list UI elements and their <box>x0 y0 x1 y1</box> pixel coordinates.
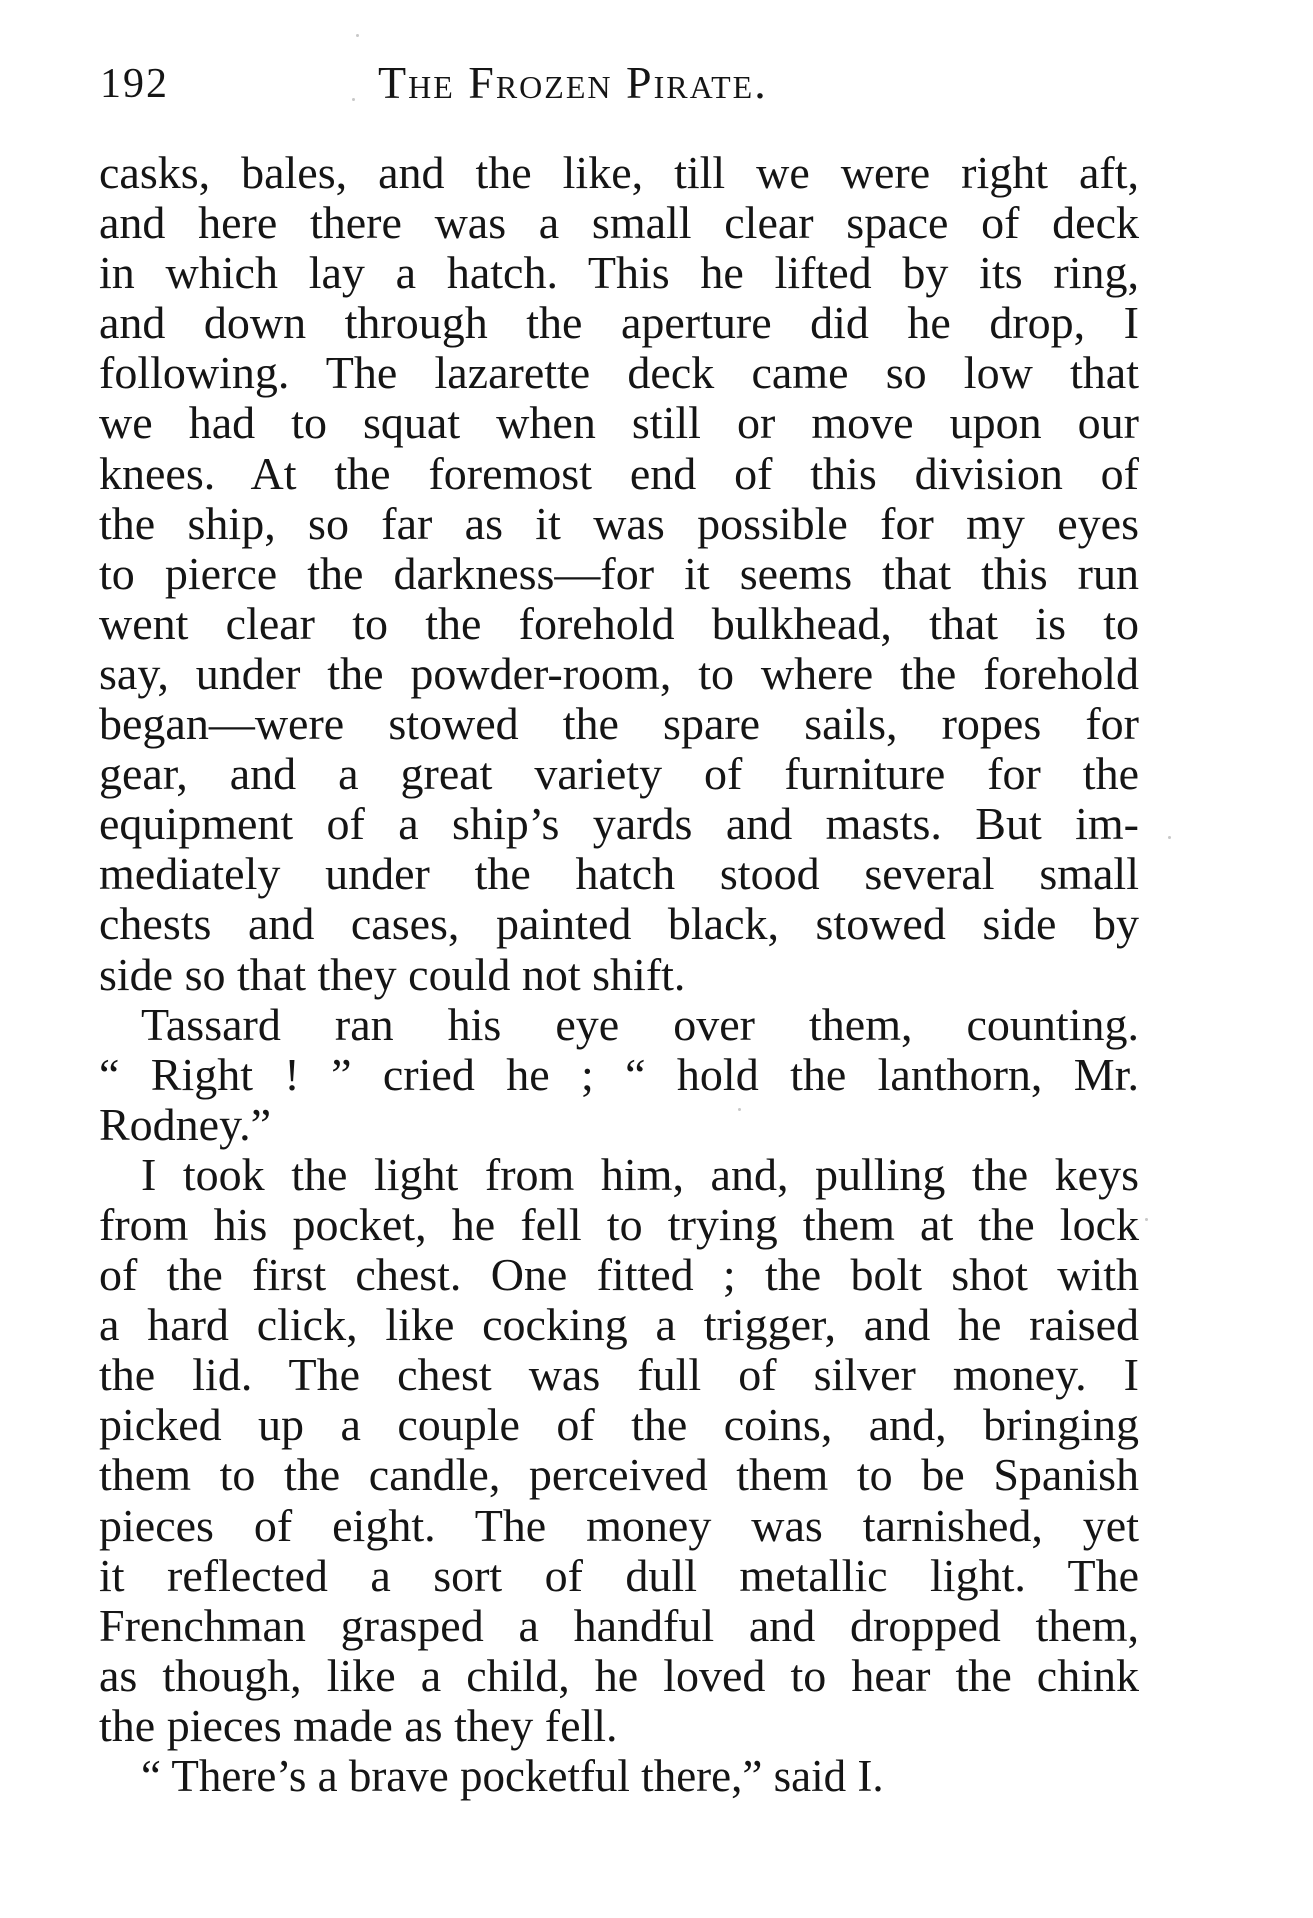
paragraph-end-line: Rodney.” <box>99 1098 272 1150</box>
paragraph-end-line: the pieces made as they fell. <box>99 1699 618 1751</box>
text-line: equipment of a ship’s yards and masts. But im- <box>99 798 1139 850</box>
text-line: casks, bales, and the like, till we were right aft, <box>99 147 1139 198</box>
text-line: Frenchman grasped a handful and dropped them, <box>99 1599 1139 1651</box>
text-line: mediately under the hatch stood several small <box>99 848 1139 900</box>
text-line: them to the candle, perceived them to be Spanish <box>99 1449 1139 1501</box>
text-line: and down through the aperture did he drop, I <box>99 297 1139 349</box>
text-line: began—were stowed the spare sails, ropes for <box>99 698 1139 750</box>
book-title: The Frozen Pirate. <box>378 57 768 108</box>
text-line: following. The lazarette deck came so low that <box>99 347 1139 399</box>
text-line: “ Right ! ” cried he ; “ hold the lanthorn, Mr. <box>99 1048 1139 1100</box>
paper-speck <box>738 1108 741 1111</box>
paragraph-start-line: Tassard ran his eye over them, counting. <box>141 998 1139 1050</box>
text-line: from his pocket, he fell to trying them at the lock <box>99 1198 1139 1250</box>
text-line: gear, and a great variety of furniture for the <box>99 748 1139 800</box>
paper-speck <box>356 34 359 37</box>
text-line: say, under the powder-room, to where the forehold <box>99 647 1139 699</box>
text-line: the ship, so far as it was possible for my eyes <box>99 497 1139 549</box>
paragraph-start-line: I took the light from him, and, pulling the keys <box>141 1148 1139 1200</box>
text-line: pieces of eight. The money was tarnished, yet <box>99 1499 1139 1551</box>
text-line: chests and cases, painted black, stowed side by <box>99 898 1139 950</box>
text-line: knees. At the foremost end of this division of <box>99 447 1139 499</box>
text-line: of the first chest. One fitted ; the bolt shot with <box>99 1249 1139 1301</box>
text-line: and here there was a small clear space of deck <box>99 197 1139 249</box>
text-line: to pierce the darkness—for it seems that this run <box>99 547 1139 599</box>
paper-speck <box>1168 836 1171 839</box>
text-line: we had to squat when still or move upon our <box>99 397 1139 449</box>
paper-speck <box>352 98 355 101</box>
running-head <box>100 52 1160 112</box>
text-line: as though, like a child, he loved to hear the chink <box>99 1649 1139 1701</box>
text-line: the lid. The chest was full of silver money. I <box>99 1349 1139 1401</box>
paper-speck <box>1145 1218 1148 1221</box>
page-number: 192 <box>100 61 169 107</box>
paragraph-end-line: side so that they could not shift. <box>99 948 686 1000</box>
text-line: went clear to the forehold bulkhead, that is to <box>99 597 1139 649</box>
text-line: a hard click, like cocking a trigger, and he raised <box>99 1299 1139 1351</box>
final-line: “ There’s a brave pocketful there,” said I. <box>141 1751 884 1801</box>
text-line: picked up a couple of the coins, and, bringing <box>99 1399 1139 1451</box>
body-text <box>99 148 1139 1801</box>
text-line: it reflected a sort of dull metallic light. The <box>99 1549 1139 1601</box>
text-line: in which lay a hatch. This he lifted by its ring, <box>99 247 1139 299</box>
